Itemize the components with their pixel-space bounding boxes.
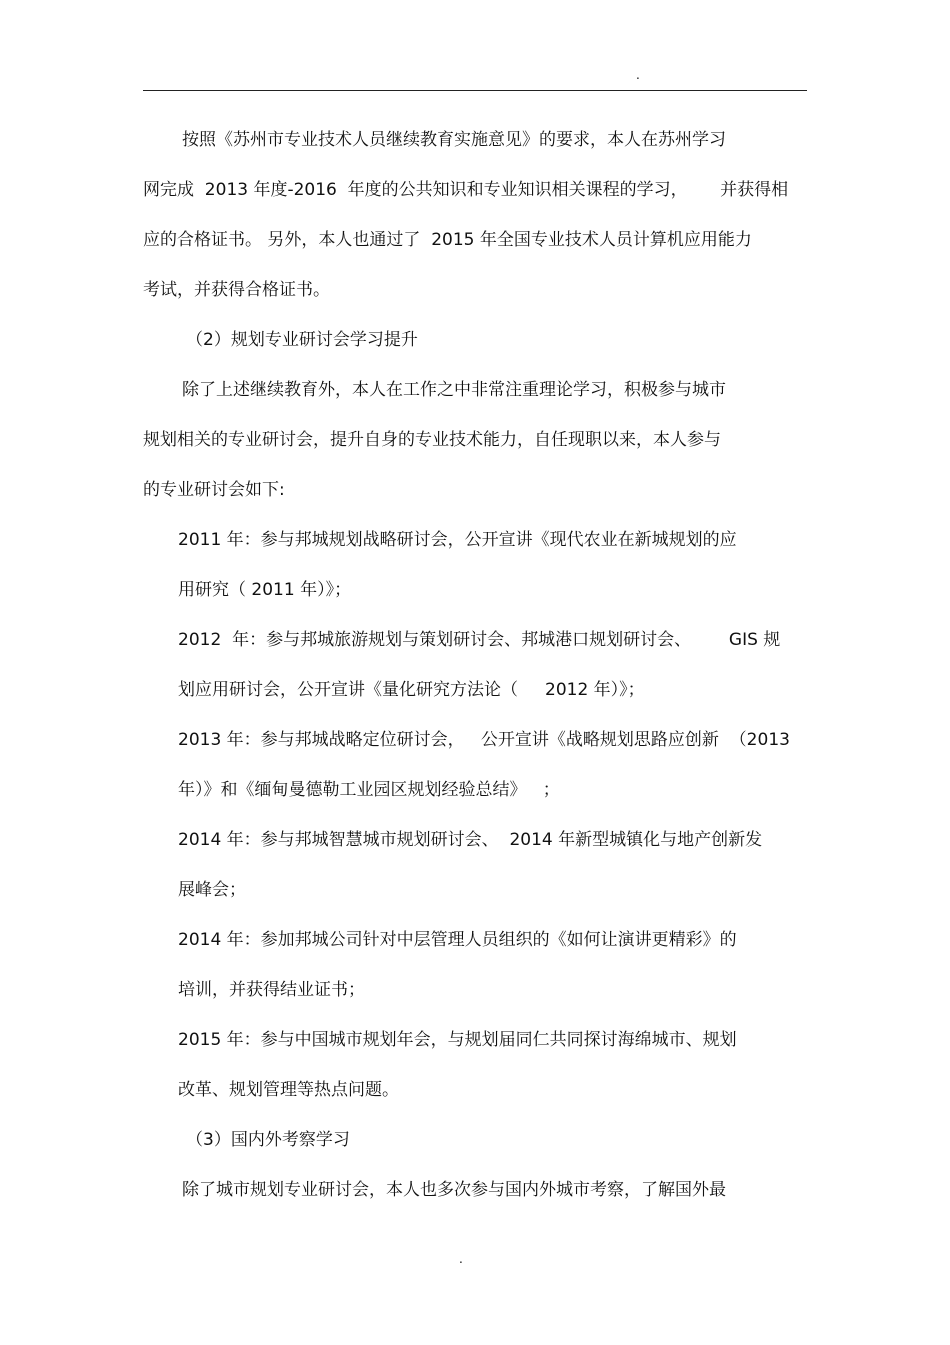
paragraph-line: 考试，并获得合格证书。 [143,280,330,300]
paragraph-line: 除了上述继续教育外，本人在工作之中非常注重理论学习，积极参与城市 [182,380,726,400]
paragraph-line: 网完成 2013 年度-2016 年度的公共知识和专业知识相关课程的学习， 并获得相 [143,180,789,200]
header-mark: . [636,68,640,82]
list-item-line: 2014 年：参加邦城公司针对中层管理人员组织的《如何让演讲更精彩》的 [178,930,737,950]
list-item-line: 划应用研讨会，公开宣讲《量化研究方法论（ 2012 年）》； [178,680,645,700]
section-heading: （2）规划专业研讨会学习提升 [186,330,418,350]
paragraph-line: 的专业研讨会如下: [143,480,285,500]
list-item-line: 2013 年：参与邦城战略定位研讨会， 公开宣讲《战略规划思路应创新 （2013 [178,730,790,750]
paragraph-line: 除了城市规划专业研讨会，本人也多次参与国内外城市考察，了解国外最 [182,1180,726,1200]
list-item-line: 用研究（ 2011 年）》； [178,580,352,600]
footer-mark: . [459,1252,463,1266]
paragraph-line: 规划相关的专业研讨会，提升自身的专业技术能力，自任现职以来，本人参与 [143,430,721,450]
list-item-line: 培训，并获得结业证书； [178,980,365,1000]
paragraph-line: 应的合格证书。 另外，本人也通过了 2015 年全国专业技术人员计算机应用能力 [143,230,752,250]
list-item-line: 改革、规划管理等热点问题。 [178,1080,399,1100]
list-item-line: 2014 年：参与邦城智慧城市规划研讨会、 2014 年新型城镇化与地产创新发 [178,830,763,850]
paragraph-line: 按照《苏州市专业技术人员继续教育实施意见》的要求，本人在苏州学习 [182,130,726,150]
list-item-line: 2015 年：参与中国城市规划年会，与规划届同仁共同探讨海绵城市、规划 [178,1030,737,1050]
list-item-line: 2012 年：参与邦城旅游规划与策划研讨会、邦城港口规划研讨会、 GIS 规 [178,630,781,650]
list-item-line: 展峰会； [178,880,246,900]
section-heading: （3）国内外考察学习 [186,1130,350,1150]
list-item-line: 2011 年：参与邦城规划战略研讨会，公开宣讲《现代农业在新城规划的应 [178,530,737,550]
header-rule [143,90,807,91]
list-item-line: 年）》和《缅甸曼德勒工业园区规划经验总结》 ； [178,780,560,800]
